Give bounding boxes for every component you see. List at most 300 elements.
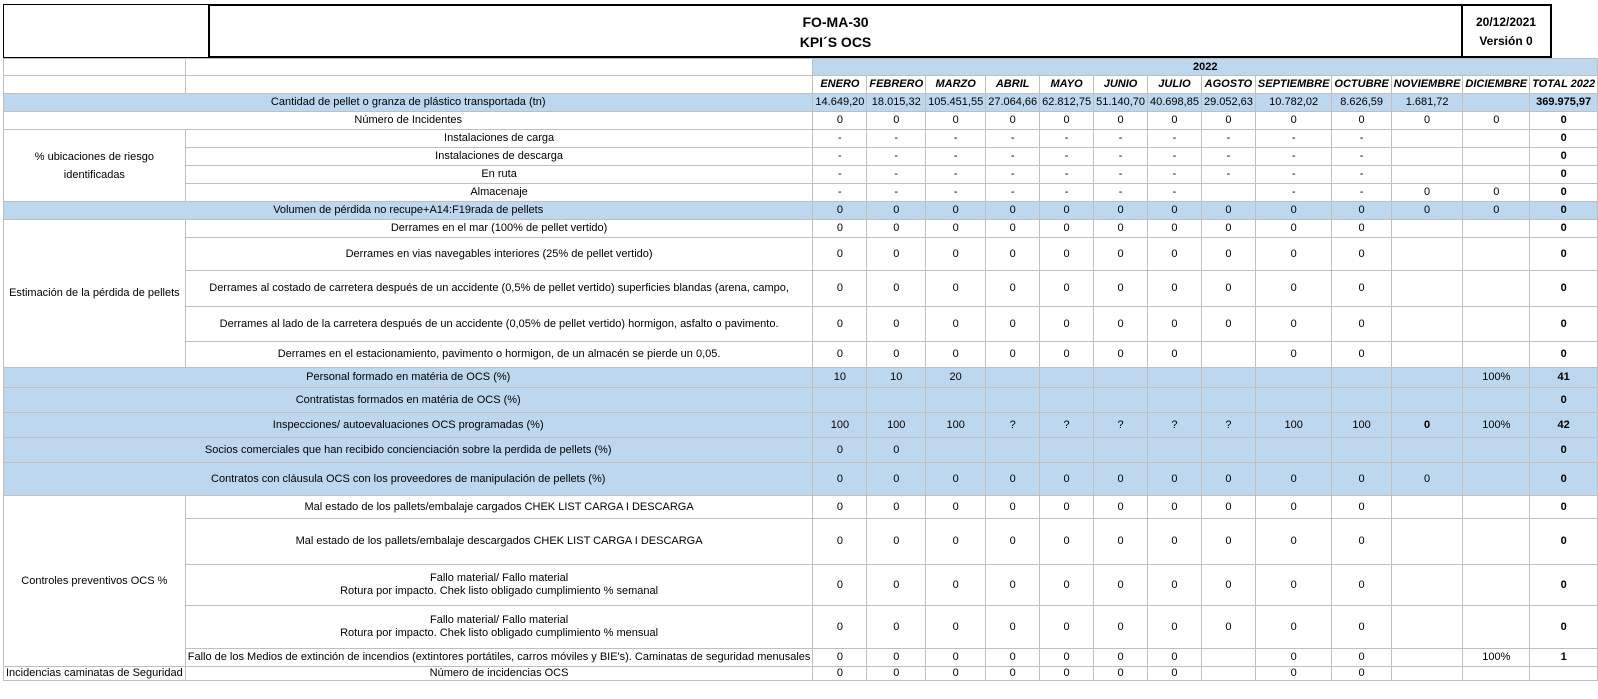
value-cell: 0 bbox=[813, 463, 867, 496]
value-cell: 0 bbox=[813, 202, 867, 220]
month-header: AGOSTO bbox=[1201, 76, 1255, 94]
value-cell: 0 bbox=[1040, 519, 1094, 565]
value-cell bbox=[926, 388, 986, 413]
value-cell: - bbox=[1332, 166, 1391, 184]
value-cell: 18.015,32 bbox=[867, 94, 926, 112]
value-cell: 0 bbox=[1040, 496, 1094, 519]
total-cell: 0 bbox=[1530, 606, 1598, 649]
value-cell bbox=[986, 388, 1040, 413]
total-cell: 42 bbox=[1530, 413, 1598, 438]
month-header: DICIEMBRE bbox=[1463, 76, 1530, 94]
value-cell: 0 bbox=[1201, 112, 1255, 130]
value-cell: 0 bbox=[1094, 112, 1148, 130]
table-row bbox=[4, 342, 1598, 368]
kpi-table bbox=[3, 58, 1598, 681]
value-cell: 0 bbox=[1201, 519, 1255, 565]
value-cell bbox=[867, 388, 926, 413]
value-cell: - bbox=[813, 148, 867, 166]
value-cell: - bbox=[1332, 184, 1391, 202]
value-cell: 0 bbox=[986, 220, 1040, 238]
blank-cell bbox=[4, 76, 186, 94]
value-cell: 0 bbox=[1094, 307, 1148, 342]
value-cell: - bbox=[986, 166, 1040, 184]
value-cell: - bbox=[986, 184, 1040, 202]
value-cell: - bbox=[1255, 166, 1332, 184]
value-cell: 0 bbox=[1148, 220, 1202, 238]
value-cell: 0 bbox=[926, 463, 986, 496]
table-row bbox=[4, 463, 1598, 496]
value-cell: - bbox=[867, 184, 926, 202]
value-cell: - bbox=[986, 148, 1040, 166]
value-cell: 20 bbox=[926, 368, 986, 388]
value-cell: 0 bbox=[986, 496, 1040, 519]
value-cell: - bbox=[926, 184, 986, 202]
total-cell: 0 bbox=[1530, 202, 1598, 220]
value-cell bbox=[1094, 368, 1148, 388]
table-row bbox=[4, 307, 1598, 342]
value-cell bbox=[1463, 342, 1530, 368]
sub-label: Derrames al costado de carretera después de un accidente (0,5% de pellet vertido) superficies blandas (arena, campo, bbox=[185, 271, 813, 307]
value-cell: 0 bbox=[1040, 271, 1094, 307]
value-cell: 0 bbox=[1391, 413, 1463, 438]
value-cell: - bbox=[1040, 148, 1094, 166]
value-cell bbox=[1332, 388, 1391, 413]
value-cell: 100% bbox=[1463, 649, 1530, 667]
sub-label: Instalaciones de carga bbox=[185, 130, 813, 148]
group-label: % ubicaciones de riesgo identificadas bbox=[4, 130, 186, 202]
table-row bbox=[4, 112, 1598, 130]
value-cell: ? bbox=[986, 413, 1040, 438]
sub-label: Derrames en el mar (100% de pellet vertido) bbox=[185, 220, 813, 238]
value-cell: 0 bbox=[1040, 342, 1094, 368]
value-cell bbox=[1463, 667, 1530, 681]
value-cell: 0 bbox=[1148, 463, 1202, 496]
value-cell: 100 bbox=[867, 413, 926, 438]
value-cell: 0 bbox=[986, 667, 1040, 681]
month-header: ABRIL bbox=[986, 76, 1040, 94]
value-cell: 0 bbox=[986, 606, 1040, 649]
form-date: 20/12/2021 bbox=[1475, 15, 1537, 29]
value-cell: 0 bbox=[1094, 667, 1148, 681]
sub-label bbox=[185, 565, 813, 606]
value-cell: - bbox=[1148, 184, 1202, 202]
table-row bbox=[4, 238, 1598, 271]
value-cell: - bbox=[1148, 148, 1202, 166]
value-cell: 100 bbox=[1332, 413, 1391, 438]
total-header: TOTAL 2022 bbox=[1530, 76, 1598, 94]
value-cell bbox=[1148, 368, 1202, 388]
value-cell bbox=[1148, 438, 1202, 463]
total-cell: 0 bbox=[1530, 148, 1598, 166]
value-cell bbox=[1463, 130, 1530, 148]
value-cell: 0 bbox=[813, 496, 867, 519]
value-cell: 0 bbox=[1255, 565, 1332, 606]
value-cell bbox=[1463, 438, 1530, 463]
value-cell bbox=[1040, 368, 1094, 388]
group-label: Controles preventivos OCS % bbox=[4, 496, 186, 667]
value-cell bbox=[1463, 519, 1530, 565]
sub-label: Derrames en el estacionamiento, pavimento o hormigon, de un almacén se pierde un 0,05. bbox=[185, 342, 813, 368]
value-cell: 0 bbox=[1148, 271, 1202, 307]
value-cell: 0 bbox=[867, 342, 926, 368]
table-row bbox=[4, 220, 1598, 238]
value-cell: 0 bbox=[1201, 496, 1255, 519]
table-row bbox=[4, 271, 1598, 307]
value-cell: 0 bbox=[1201, 202, 1255, 220]
value-cell: 0 bbox=[926, 271, 986, 307]
value-cell: 0 bbox=[1094, 565, 1148, 606]
value-cell: - bbox=[867, 130, 926, 148]
value-cell: 0 bbox=[813, 565, 867, 606]
value-cell: 0 bbox=[867, 649, 926, 667]
value-cell bbox=[1463, 606, 1530, 649]
table-row bbox=[4, 166, 1598, 184]
value-cell: - bbox=[1201, 166, 1255, 184]
value-cell: 0 bbox=[813, 606, 867, 649]
value-cell: 0 bbox=[1332, 112, 1391, 130]
value-cell bbox=[1463, 271, 1530, 307]
value-cell: 100 bbox=[813, 413, 867, 438]
table-row bbox=[4, 496, 1598, 519]
value-cell: 0 bbox=[1255, 519, 1332, 565]
value-cell: 0 bbox=[1040, 202, 1094, 220]
value-cell: 14.649,20 bbox=[813, 94, 867, 112]
sub-label: Derrames en vias navegables interiores (25% de pellet vertido) bbox=[185, 238, 813, 271]
row-label: Número de Incidentes bbox=[4, 112, 813, 130]
value-cell: 0 bbox=[867, 202, 926, 220]
table-row bbox=[4, 606, 1598, 649]
value-cell: 0 bbox=[1201, 271, 1255, 307]
value-cell: - bbox=[813, 184, 867, 202]
value-cell: 0 bbox=[1255, 496, 1332, 519]
header-blank-cell bbox=[3, 4, 209, 58]
value-cell bbox=[1463, 220, 1530, 238]
value-cell: 0 bbox=[1332, 496, 1391, 519]
value-cell: - bbox=[1094, 166, 1148, 184]
total-cell: 0 bbox=[1530, 166, 1598, 184]
month-header: NOVIEMBRE bbox=[1391, 76, 1463, 94]
value-cell: 0 bbox=[1148, 307, 1202, 342]
value-cell bbox=[1463, 565, 1530, 606]
sub-label: Derrames al lado de la carretera después de un accidente (0,05% de pellet vertido) hormigon, asfalto o pavimento. bbox=[185, 307, 813, 342]
value-cell: 0 bbox=[813, 342, 867, 368]
value-cell: 0 bbox=[1332, 238, 1391, 271]
value-cell bbox=[1391, 496, 1463, 519]
value-cell: 0 bbox=[813, 667, 867, 681]
value-cell: 0 bbox=[1255, 463, 1332, 496]
value-cell: 0 bbox=[1148, 202, 1202, 220]
value-cell bbox=[1463, 307, 1530, 342]
value-cell: - bbox=[1255, 148, 1332, 166]
month-header: ENERO bbox=[813, 76, 867, 94]
value-cell: 0 bbox=[1201, 307, 1255, 342]
value-cell: - bbox=[813, 130, 867, 148]
value-cell: 0 bbox=[1463, 184, 1530, 202]
value-cell bbox=[1094, 388, 1148, 413]
value-cell: 0 bbox=[1332, 519, 1391, 565]
value-cell: 40.698,85 bbox=[1148, 94, 1202, 112]
blank-cell bbox=[185, 59, 813, 76]
value-cell: 0 bbox=[1255, 307, 1332, 342]
value-cell: 0 bbox=[1040, 220, 1094, 238]
form-code: FO-MA-30 bbox=[802, 14, 869, 30]
value-cell bbox=[1463, 496, 1530, 519]
value-cell: 10.782,02 bbox=[1255, 94, 1332, 112]
value-cell: 0 bbox=[1391, 463, 1463, 496]
value-cell bbox=[813, 388, 867, 413]
value-cell: 0 bbox=[926, 667, 986, 681]
blank-cell bbox=[185, 76, 813, 94]
total-cell: 0 bbox=[1530, 565, 1598, 606]
table-row bbox=[4, 202, 1598, 220]
value-cell bbox=[1391, 307, 1463, 342]
value-cell: 0 bbox=[867, 565, 926, 606]
value-cell bbox=[1148, 388, 1202, 413]
value-cell: 0 bbox=[867, 463, 926, 496]
value-cell: - bbox=[926, 148, 986, 166]
row-label: Volumen de pérdida no recupe+A14:F19rada de pellets bbox=[4, 202, 813, 220]
value-cell: - bbox=[1094, 130, 1148, 148]
value-cell: 0 bbox=[1148, 667, 1202, 681]
value-cell: 0 bbox=[1094, 342, 1148, 368]
value-cell: 0 bbox=[1040, 112, 1094, 130]
header-title-block bbox=[208, 4, 1463, 58]
value-cell bbox=[1391, 220, 1463, 238]
total-cell: 41 bbox=[1530, 368, 1598, 388]
value-cell: 0 bbox=[1094, 606, 1148, 649]
value-cell: - bbox=[1040, 166, 1094, 184]
value-cell: 0 bbox=[1332, 220, 1391, 238]
value-cell bbox=[1391, 388, 1463, 413]
table-row bbox=[4, 519, 1598, 565]
value-cell: 0 bbox=[1148, 565, 1202, 606]
sub-label: Mal estado de los pallets/embalaje descargados CHEK LIST CARGA I DESCARGA bbox=[185, 519, 813, 565]
value-cell bbox=[1201, 438, 1255, 463]
month-header: MAYO bbox=[1040, 76, 1094, 94]
table-row bbox=[4, 649, 1598, 667]
value-cell: 0 bbox=[926, 519, 986, 565]
total-cell: 0 bbox=[1530, 220, 1598, 238]
value-cell: 0 bbox=[867, 667, 926, 681]
value-cell: 0 bbox=[986, 519, 1040, 565]
value-cell: 0 bbox=[813, 238, 867, 271]
value-cell: 0 bbox=[1201, 606, 1255, 649]
value-cell bbox=[986, 368, 1040, 388]
value-cell bbox=[1463, 94, 1530, 112]
value-cell: - bbox=[1094, 184, 1148, 202]
value-cell: 0 bbox=[1040, 606, 1094, 649]
table-row bbox=[4, 368, 1598, 388]
value-cell: 0 bbox=[986, 307, 1040, 342]
value-cell: - bbox=[867, 148, 926, 166]
value-cell bbox=[1391, 649, 1463, 667]
value-cell: 105.451,55 bbox=[926, 94, 986, 112]
value-cell: 0 bbox=[1148, 496, 1202, 519]
value-cell: - bbox=[1255, 130, 1332, 148]
value-cell: 0 bbox=[1255, 220, 1332, 238]
value-cell: 0 bbox=[1201, 565, 1255, 606]
value-cell: 0 bbox=[1094, 238, 1148, 271]
table-row bbox=[4, 667, 1598, 681]
value-cell: 0 bbox=[1463, 112, 1530, 130]
value-cell: 1.681,72 bbox=[1391, 94, 1463, 112]
value-cell: 0 bbox=[1094, 202, 1148, 220]
value-cell: 0 bbox=[1255, 112, 1332, 130]
sub-label: Almacenaje bbox=[185, 184, 813, 202]
total-cell: 0 bbox=[1530, 238, 1598, 271]
value-cell bbox=[1391, 438, 1463, 463]
sub-label-line: Rotura por impacto. Chek listo obligado cumplimiento % mensual bbox=[340, 627, 659, 639]
value-cell: 0 bbox=[1148, 112, 1202, 130]
year-header: 2022 bbox=[813, 59, 1598, 76]
value-cell: 0 bbox=[1094, 519, 1148, 565]
value-cell: 0 bbox=[1332, 202, 1391, 220]
value-cell: 0 bbox=[1332, 667, 1391, 681]
row-label: Inspecciones/ autoevaluaciones OCS programadas (%) bbox=[4, 413, 813, 438]
value-cell bbox=[1391, 238, 1463, 271]
sub-label: Instalaciones de descarga bbox=[185, 148, 813, 166]
value-cell: 0 bbox=[1255, 342, 1332, 368]
row-label: Cantidad de pellet o granza de plástico transportada (tn) bbox=[4, 94, 813, 112]
value-cell: 0 bbox=[1094, 649, 1148, 667]
value-cell bbox=[1255, 438, 1332, 463]
value-cell: - bbox=[1255, 184, 1332, 202]
value-cell bbox=[1391, 148, 1463, 166]
value-cell: - bbox=[926, 166, 986, 184]
value-cell: 0 bbox=[867, 112, 926, 130]
value-cell: 0 bbox=[986, 202, 1040, 220]
value-cell: 0 bbox=[1332, 565, 1391, 606]
value-cell bbox=[1040, 388, 1094, 413]
total-cell: 0 bbox=[1530, 519, 1598, 565]
table-row bbox=[4, 438, 1598, 463]
value-cell: 100 bbox=[926, 413, 986, 438]
value-cell bbox=[1201, 388, 1255, 413]
sub-label: Número de incidencias OCS bbox=[185, 667, 813, 681]
value-cell: 0 bbox=[926, 496, 986, 519]
value-cell: 0 bbox=[1148, 342, 1202, 368]
value-cell: 0 bbox=[1255, 649, 1332, 667]
sub-label-line: Fallo material/ Fallo material bbox=[430, 614, 569, 626]
month-header: OCTUBRE bbox=[1332, 76, 1391, 94]
value-cell: - bbox=[986, 130, 1040, 148]
value-cell: - bbox=[813, 166, 867, 184]
value-cell: 0 bbox=[1201, 463, 1255, 496]
value-cell bbox=[1201, 368, 1255, 388]
value-cell: 0 bbox=[926, 307, 986, 342]
value-cell: 0 bbox=[1332, 307, 1391, 342]
value-cell: 0 bbox=[1094, 220, 1148, 238]
value-cell bbox=[1463, 463, 1530, 496]
form-title: KPI´S OCS bbox=[799, 34, 872, 50]
table-row bbox=[4, 94, 1598, 112]
total-cell: 0 bbox=[1530, 438, 1598, 463]
value-cell: 0 bbox=[1148, 649, 1202, 667]
value-cell: 0 bbox=[813, 220, 867, 238]
value-cell bbox=[1094, 438, 1148, 463]
value-cell: 0 bbox=[1332, 271, 1391, 307]
value-cell: 0 bbox=[986, 271, 1040, 307]
value-cell: 0 bbox=[1040, 463, 1094, 496]
value-cell: 0 bbox=[1148, 606, 1202, 649]
value-cell: 0 bbox=[926, 649, 986, 667]
value-cell: 0 bbox=[867, 438, 926, 463]
blank-cell bbox=[4, 59, 186, 76]
value-cell bbox=[1255, 368, 1332, 388]
group-label: Incidencias caminatas de Seguridad bbox=[4, 667, 186, 681]
value-cell bbox=[1463, 166, 1530, 184]
value-cell: 0 bbox=[1255, 606, 1332, 649]
total-cell: 0 bbox=[1530, 388, 1598, 413]
value-cell: 0 bbox=[1040, 307, 1094, 342]
value-cell bbox=[1391, 519, 1463, 565]
value-cell: ? bbox=[1148, 413, 1202, 438]
value-cell: 29.052,63 bbox=[1201, 94, 1255, 112]
table-row bbox=[4, 565, 1598, 606]
value-cell bbox=[1201, 184, 1255, 202]
value-cell: 0 bbox=[1040, 238, 1094, 271]
value-cell: 0 bbox=[926, 565, 986, 606]
value-cell: 0 bbox=[1332, 649, 1391, 667]
value-cell: 0 bbox=[1201, 220, 1255, 238]
value-cell: - bbox=[1201, 130, 1255, 148]
value-cell: - bbox=[1332, 130, 1391, 148]
value-cell: 0 bbox=[867, 220, 926, 238]
value-cell: 0 bbox=[813, 271, 867, 307]
value-cell bbox=[1463, 238, 1530, 271]
value-cell bbox=[1391, 130, 1463, 148]
value-cell: 0 bbox=[986, 463, 1040, 496]
value-cell: 0 bbox=[813, 307, 867, 342]
total-cell: 0 bbox=[1530, 342, 1598, 368]
table-row bbox=[4, 184, 1598, 202]
value-cell: ? bbox=[1201, 413, 1255, 438]
value-cell: - bbox=[1201, 148, 1255, 166]
row-label: Contratistas formados en matéria de OCS (%) bbox=[4, 388, 813, 413]
value-cell: ? bbox=[1040, 413, 1094, 438]
value-cell: - bbox=[926, 130, 986, 148]
value-cell: 100 bbox=[1255, 413, 1332, 438]
table-row bbox=[4, 148, 1598, 166]
month-header: JUNIO bbox=[1094, 76, 1148, 94]
total-cell: 0 bbox=[1530, 463, 1598, 496]
value-cell: 0 bbox=[986, 342, 1040, 368]
total-cell: 0 bbox=[1530, 130, 1598, 148]
value-cell: 0 bbox=[867, 496, 926, 519]
header-date-block bbox=[1462, 4, 1552, 58]
value-cell: 0 bbox=[926, 202, 986, 220]
row-label: Contratos con cláusula OCS con los proveedores de manipulación de pellets (%) bbox=[4, 463, 813, 496]
total-cell: 1 bbox=[1530, 649, 1598, 667]
value-cell: 0 bbox=[926, 342, 986, 368]
value-cell: 51.140,70 bbox=[1094, 94, 1148, 112]
total-cell: 0 bbox=[1530, 112, 1598, 130]
value-cell bbox=[1332, 438, 1391, 463]
value-cell: 0 bbox=[986, 649, 1040, 667]
value-cell bbox=[1463, 148, 1530, 166]
value-cell: 0 bbox=[813, 519, 867, 565]
sub-label: Mal estado de los pallets/embalaje cargados CHEK LIST CARGA I DESCARGA bbox=[185, 496, 813, 519]
value-cell: 0 bbox=[986, 565, 1040, 606]
form-version: Versión 0 bbox=[1479, 34, 1533, 48]
value-cell: 10 bbox=[867, 368, 926, 388]
month-header: JULIO bbox=[1148, 76, 1202, 94]
value-cell bbox=[1255, 388, 1332, 413]
row-label: Personal formado en matéria de OCS (%) bbox=[4, 368, 813, 388]
value-cell: 0 bbox=[1332, 606, 1391, 649]
value-cell bbox=[1040, 438, 1094, 463]
sub-label: Fallo de los Medios de extinción de incendios (extintores portátiles, carros móviles y BIE's). Caminatas de seguridad menusales bbox=[185, 649, 813, 667]
